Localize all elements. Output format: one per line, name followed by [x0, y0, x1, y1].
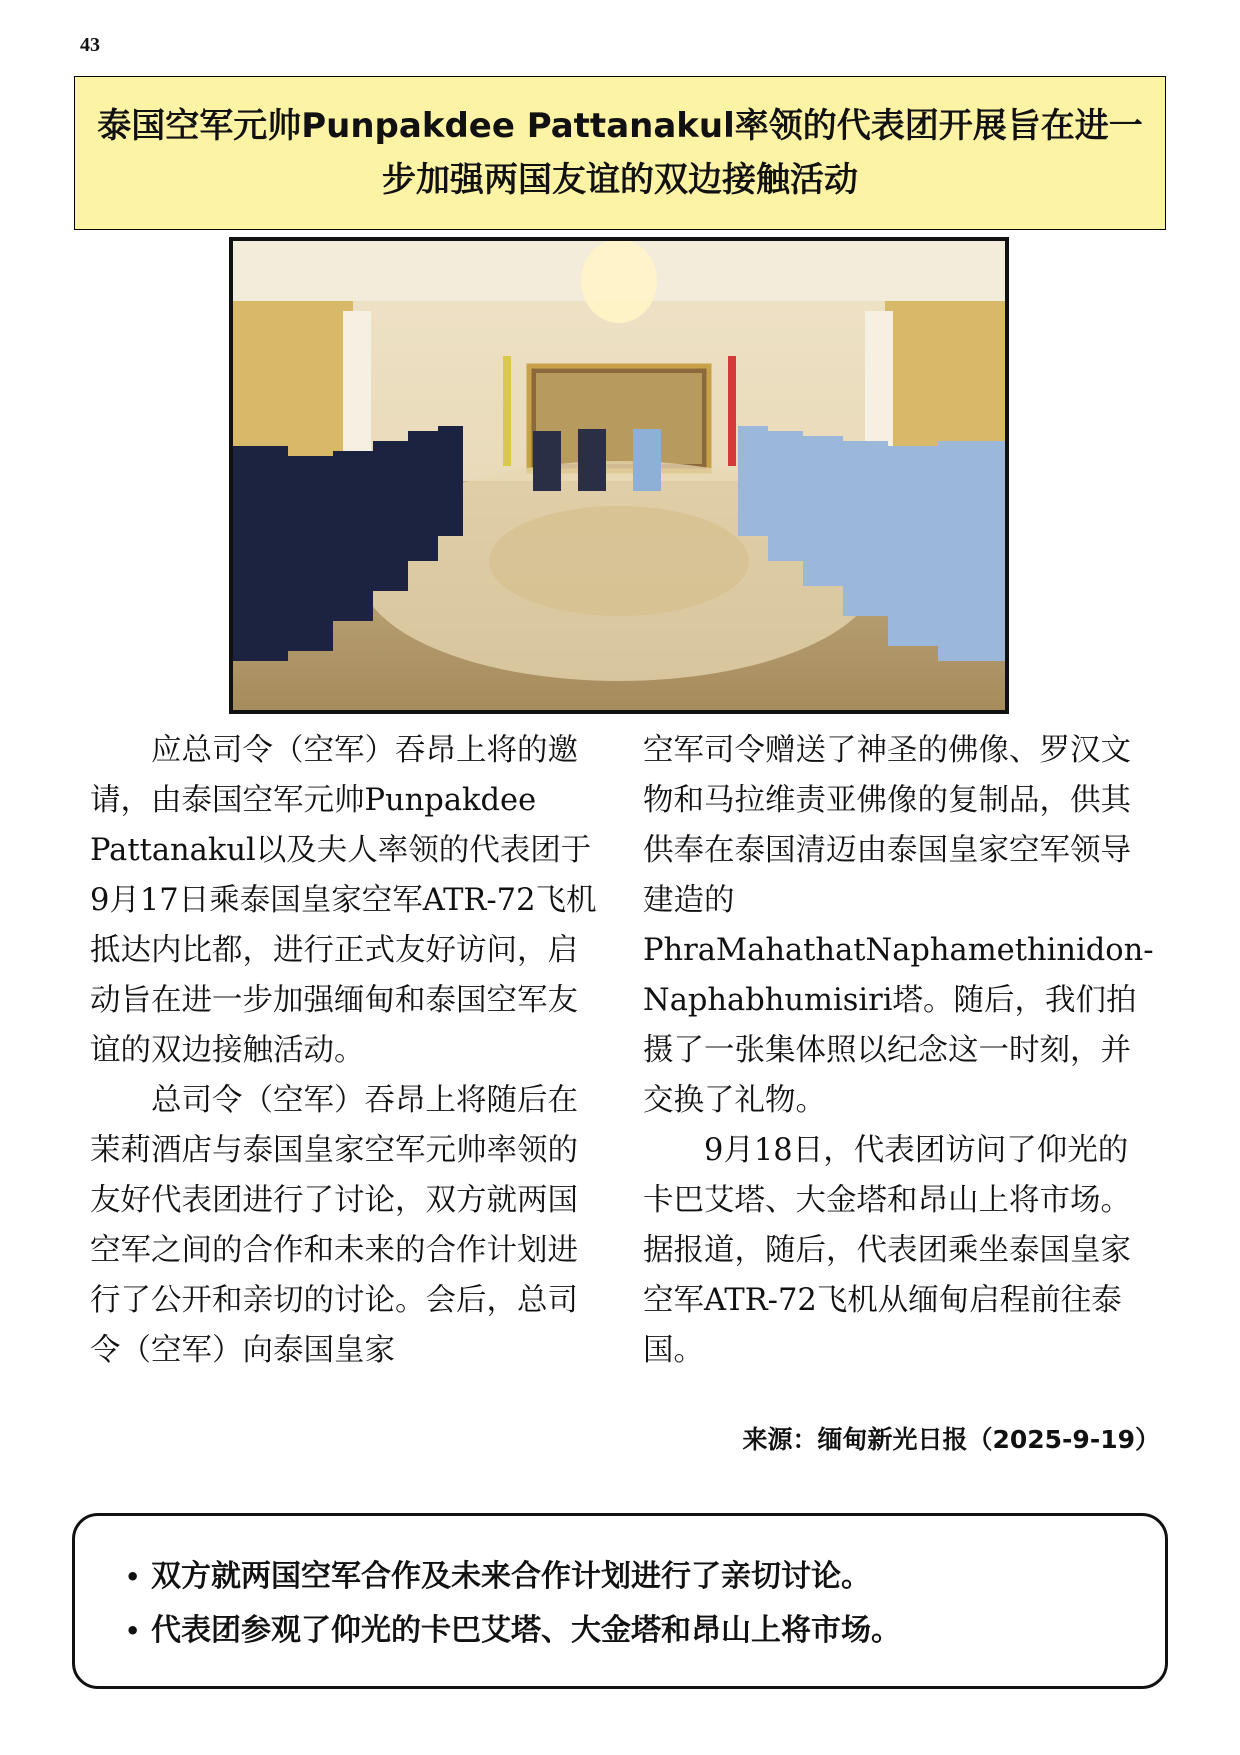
paragraph: 9月18日，代表团访问了仰光的卡巴艾塔、大金塔和昂山上将市场。据报道，随后，代表团乘坐泰国皇家空军ATR-72飞机从缅甸启程前往泰国。 [643, 1133, 1131, 1368]
summary-item [125, 1604, 1165, 1658]
summary-list [75, 1516, 1165, 1658]
meeting-photo [229, 237, 1009, 714]
summary-item-text: 代表团参观了仰光的卡巴艾塔、大金塔和昂山上将市场。 [151, 1613, 901, 1648]
summary-box [72, 1513, 1168, 1689]
source-credit: 来源：缅甸新光日报（2025-9-19） [742, 1425, 1160, 1454]
article-column-right [643, 726, 1153, 1376]
bullet-icon: • [125, 1617, 141, 1645]
article-title: 泰国空军元帅Punpakdee Pattanakul率领的代表团开展旨在进一步加强两国友谊的双边接触活动 [97, 106, 1143, 200]
summary-item [125, 1550, 1165, 1604]
paragraph: 空军司令赠送了神圣的佛像、罗汉文物和马拉维责亚佛像的复制品，供其供奉在泰国清迈由泰国皇家空军领导建造的PhraMahathatNaphamethinidon-Naphabhumisiri塔。随后，我们拍摄了一张集体照以纪念这一时刻，并交换了礼物。 [643, 733, 1154, 1118]
title-box [74, 76, 1166, 230]
summary-item-text: 双方就两国空军合作及未来合作计划进行了亲切讨论。 [151, 1559, 871, 1594]
paragraph: 总司令（空军）吞昂上将随后在茉莉酒店与泰国皇家空军元帅率领的友好代表团进行了讨论，双方就两国空军之间的合作和未来的合作计划进行了公开和亲切的讨论。会后，总司令（空军）向泰国皇家 [90, 1083, 578, 1368]
paragraph: 应总司令（空军）吞昂上将的邀请，由泰国空军元帅Punpakdee Pattanakul以及夫人率领的代表团于9月17日乘泰国皇家空军ATR-72飞机抵达内比都，进行正式友好访问，启动旨在进一步加强缅甸和泰国空军友谊的双边接触活动。 [90, 733, 597, 1068]
bullet-icon: • [125, 1563, 141, 1591]
page-number: 43 [80, 34, 100, 56]
article-column-left [90, 726, 600, 1376]
photo-image [233, 241, 1005, 710]
